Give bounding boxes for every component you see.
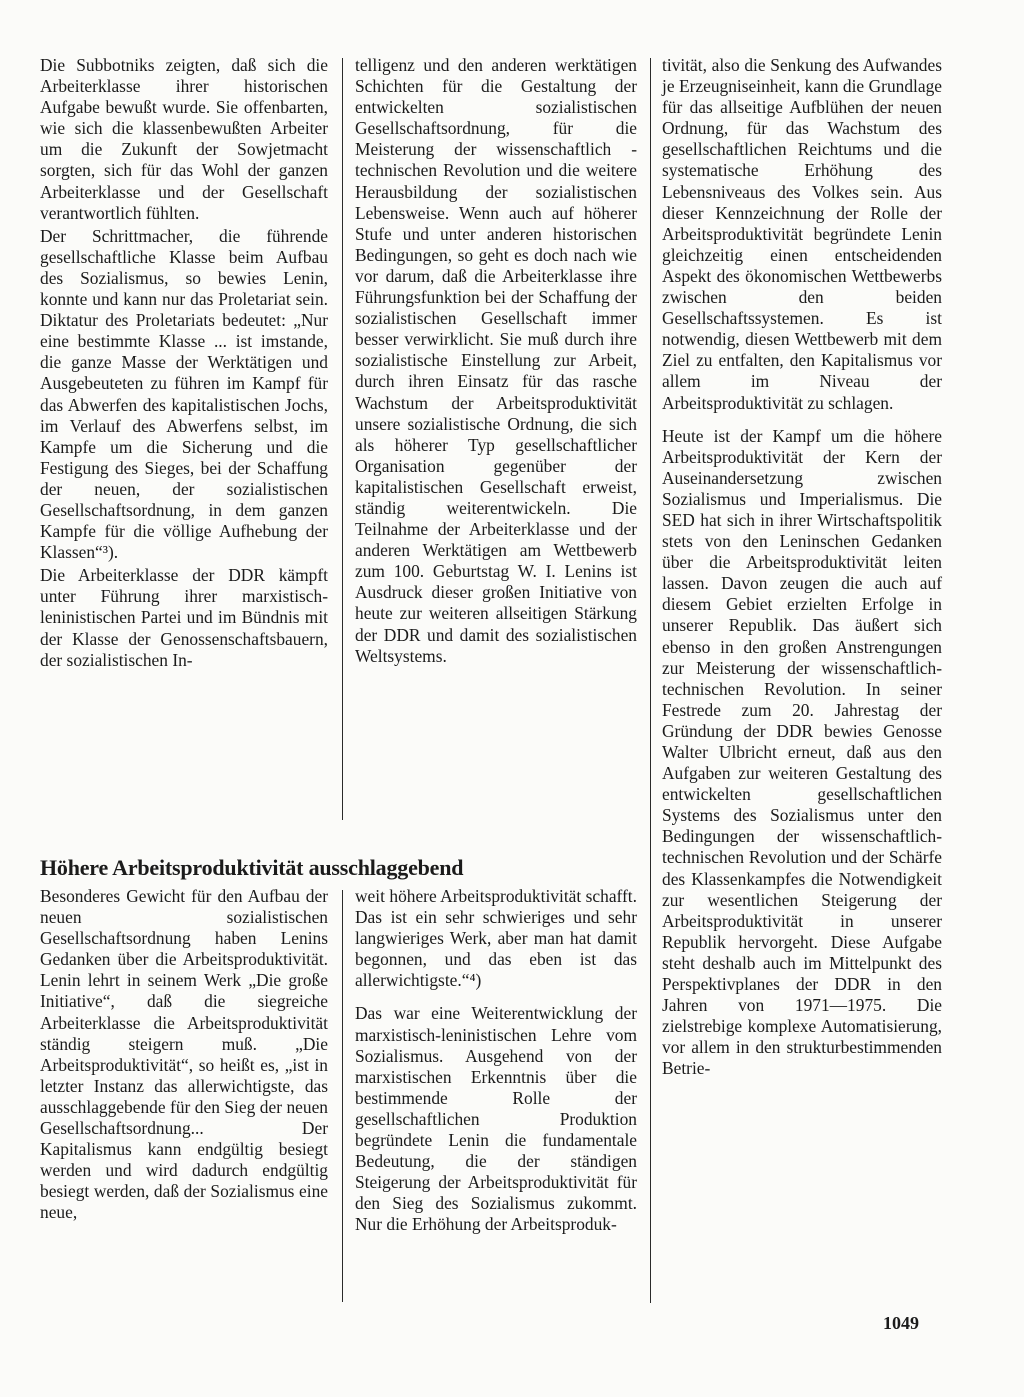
column-bottom-middle [355, 886, 637, 1236]
paragraph: tivität, also die Senkung des Aufwandes je Erzeugniseinheit, kann die Grundlage für das allseitige Aufblühen der neuen Ordnung, für das Wachstum des gesellschaftlichen Reichtums und die systematische Erhöhung des Lebensniveaus des Volkes sein. Aus dieser Kennzeichnung der Rolle der Arbeitsproduktivität begründete Lenin gleichzeitig einen entscheidenden Aspekt des ökonomischen Wettbewerbs zwischen den beiden Gesellschaftssystemen. Es ist notwendig, diesen Wettbewerb mit dem Ziel zu entfalten, den Kapitalismus vor allem im Niveau der Arbeitsproduktivität zu schlagen. [662, 55, 942, 413]
paragraph: Der Schrittmacher, die führende gesellschaftliche Klasse beim Aufbau des Sozialismus, so bewies Lenin, konnte und kann nur das Proletariat sein. Diktatur des Proletariats bedeutet: „Nur eine bestimmte Klasse ... ist imstande, die ganze Masse der Werktätigen und Ausgebeuteten zu führen im Kampf für das Abwerfen des kapitalistischen Jochs, im Verlauf des Abwerfens selbst, im Kampfe um die Sicherung und die Festigung des Sieges, bei der Schaffung der neuen, der sozialistischen Gesellschaftsordnung, in dem ganzen Kampfe für die völlige Aufhebung der Klassen“³). [40, 225, 328, 563]
column-top-left [40, 55, 328, 671]
paragraph: Die Arbeiterklasse der DDR kämpft unter Führung ihrer marxistisch-leninistischen Partei und im Bündnis mit der Klasse der Genossenschaftsbauern, der sozialistischen In- [40, 565, 328, 670]
column-bottom-left [40, 886, 328, 1224]
column-right [662, 55, 942, 1080]
column-divider [342, 58, 343, 820]
page-number: 1049 [883, 1313, 919, 1333]
paragraph: weit höhere Arbeitsproduktivität schafft. Das ist ein sehr schwieriges und sehr langwieriges Werk, aber man hat damit begonnen, und das eben ist das allerwichtigste.“⁴) [355, 886, 637, 991]
paragraph: Das war eine Weiterentwicklung der marxistisch-leninistischen Lehre vom Sozialismus. Ausgehend von der marxistischen Erkenntnis über die bestimmende Rolle der gesellschaftlichen Produktion begründete Lenin die fundamentale Bedeutung, die der ständigen Steigerung der Arbeitsproduktivität für den Sieg des Sozialismus zukommt. Nur die Erhöhung der Arbeitsproduk- [355, 1003, 637, 1235]
paragraph: Besonderes Gewicht für den Aufbau der neuen sozialistischen Gesellschaftsordnung haben Lenins Gedanken über die Arbeitsproduktivität. Lenin lehrt in seinem Werk „Die große Initiative“, daß die siegreiche Arbeiterklasse die Arbeitsproduktivität ständig steigern muß. „Die Arbeitsproduktivität“, so heißt es, „ist in letzter Instanz das allerwichtigste, das ausschlaggebende für den Sieg der neuen Gesellschaftsordnung... Der Kapitalismus kann endgültig besiegt werden und wird dadurch endgültig besiegt werden, daß der Sozialismus eine neue, [40, 886, 328, 1223]
section-heading: Höhere Arbeitsproduktivität ausschlaggebend [40, 855, 464, 880]
column-divider [650, 58, 651, 1303]
column-top-middle [355, 55, 637, 667]
column-divider [342, 890, 343, 1302]
paragraph: Die Subbotniks zeigten, daß sich die Arbeiterklasse ihrer historischen Aufgabe bewußt wurde. Sie offenbarten, wie sich die klassenbewußten Arbeiter um die Zukunft der Sowjetmacht sorgten, sich für das Wohl der ganzen Arbeiterklasse und der Gesellschaft verantwortlich fühlten. [40, 55, 328, 223]
paragraph: telligenz und den anderen werktätigen Schichten für die Gestaltung der entwickelten sozialistischen Gesellschaftsordnung, für die Meisterung der wissenschaftlich - technischen Revolution und die weitere Herausbildung der sozialistischen Lebensweise. Wenn auch auf höherer Stufe und unter anderen historischen Bedingungen, so geht es doch nach wie vor darum, daß die Arbeiterklasse ihre Führungsfunktion bei der Schaffung der sozialistischen Gesellschaft immer besser verwirklicht. Sie muß durch ihre sozialistische Einstellung zur Arbeit, durch ihren Einsatz für das rasche Wachstum der Arbeitsproduktivität unsere sozialistische Ordnung, die sich als höherer Typ gesellschaftlicher Organisation gegenüber der kapitalistischen Gesellschaft erweist, ständig weiterentwickeln. Die Teilnahme der Arbeiterklasse und der anderen Werktätigen am Wettbewerb zum 100. Geburtstag W. I. Lenins ist Ausdruck dieser großen Initiative von heute zur weiteren allseitigen Stärkung der DDR und damit des sozialistischen Weltsystems. [355, 55, 637, 666]
paragraph: Heute ist der Kampf um die höhere Arbeitsproduktivität der Kern der Auseinandersetzung zwischen Sozialismus und Imperialismus. Die SED hat sich in ihrer Wirtschaftspolitik stets von den Leninschen Gedanken über die Arbeitsproduktivität leiten lassen. Davon zeugen die auch auf diesem Gebiet erzielten Erfolge in unserer Republik. Das äußert sich ebenso in den großen Anstrengungen zur Meisterung der wissenschaftlich-technischen Revolution. In seiner Festrede zum 20. Jahrestag der Gründung der DDR bewies Genosse Walter Ulbricht erneut, daß aus den Aufgaben zur weiteren Gestaltung des entwickelten gesellschaftlichen Systems des Sozialismus unter den Bedingungen der wissenschaftlich-technischen Revolution und der Schärfe des Klassenkampfes die Notwendigkeit zur wesentlichen Steigerung der Arbeitsproduktivität in unserer Republik hervorgeht. Diese Aufgabe steht deshalb auch im Mittelpunkt des Perspektivplanes der DDR in den Jahren von 1971—1975. Die zielstrebige komplexe Automatisierung, vor allem in den strukturbestimmenden Betrie- [662, 425, 942, 1079]
